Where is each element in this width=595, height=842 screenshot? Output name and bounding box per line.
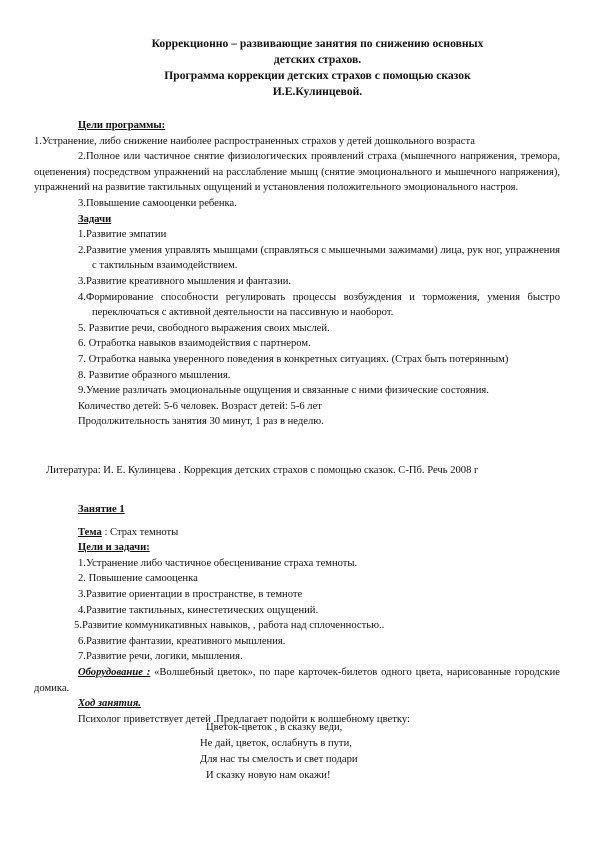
poem-line-4: И сказку новую нам окажи! xyxy=(206,770,331,781)
equipment-text: «Волшебный цветок», по паре карточек-билетов одного цвета, нарисованные городские домика. xyxy=(34,666,560,694)
task-6: 6. Отработка навыков взаимодействия с партнером. xyxy=(78,338,311,350)
task-2: 2.Развитие умения управлять мышцами (справляться с мышечными зажимами) лица, рук ног, упражнения с тактильным взаимодействием. xyxy=(78,244,560,272)
lesson-heading: Занятие 1 xyxy=(78,504,125,515)
course-heading: Ход занятия. xyxy=(78,698,141,710)
goal-3: 3.Повышение самооценки ребенка. xyxy=(78,197,237,209)
goal-1: 1.Устранение, либо снижение наиболее распространенных страхов у детей дошкольного возраста xyxy=(34,135,475,147)
document-title xyxy=(60,36,575,100)
goals-heading: Цели программы: xyxy=(78,120,166,131)
task-1: 1.Развитие эмпатии xyxy=(78,229,167,241)
lesson-duration: Продолжительность занятия 30 минут, 1 раз в неделю. xyxy=(78,416,324,428)
task-8: 8. Развитие образного мышления. xyxy=(78,369,231,381)
lesson-item-2: 2. Повышение самооценка xyxy=(78,573,198,585)
program-section xyxy=(34,118,560,430)
task-7: 7. Отработка навыка уверенного поведения в конкретных ситуациях. (Страх быть потерянным) xyxy=(78,353,509,365)
poem-line-3: Для нас ты смелость и свет подари xyxy=(200,754,358,765)
lesson-section xyxy=(34,502,560,727)
lesson-item-6: 6.Развитие фантазии, креативного мышления. xyxy=(78,635,286,647)
literature-text: Литература: И. Е. Кулинцева . Коррекция детских страхов с помощью сказок. С-Пб. Речь 2008 г xyxy=(46,465,479,476)
lesson-item-4: 4.Развитие тактильных, кинестетических ощущений. xyxy=(78,604,319,616)
poem-line-1: Цветок-цветок , в сказку веди, xyxy=(206,722,343,733)
literature-line xyxy=(34,463,560,479)
lesson-goals-heading: Цели и задачи: xyxy=(78,542,150,554)
lesson-item-7: 7.Развитие речи, логики, мышления. xyxy=(78,651,243,663)
title-line-4: И.Е.Кулинцевой. xyxy=(272,85,363,98)
lesson-item-5: 5.Развитие коммуникативных навыков, , работа над сплоченностью.. xyxy=(74,620,385,632)
children-count: Количество детей: 5-6 человек. Возраст детей: 5-6 лет xyxy=(78,400,322,412)
tasks-heading: Задачи xyxy=(78,213,112,225)
lesson-item-1: 1.Устранение либо частичное обесценивание страха темноты. xyxy=(78,557,358,569)
equipment-label: Оборудование : xyxy=(78,666,151,678)
goal-2: 2.Полное или частичное снятие физиологических проявлений страха (мышечного напряжения, тремора, оцепенения) посредством упражнений на расслабление мышц (снятие эмоционального и мышечного напряжения), упражнений на развитие тактильных ощущений и установления положительного эмоционального настроя. xyxy=(34,151,560,194)
title-line-2: детских страхов. xyxy=(273,53,362,66)
theme-value: : Страх темноты xyxy=(101,526,179,538)
lesson-item-3: 3.Развитие ориентации в пространстве, в темноте xyxy=(78,588,303,600)
task-3: 3.Развитие креативного мышления и фантазии. xyxy=(78,275,292,287)
task-4: 4.Формирование способности регулировать процессы возбуждения и торможения, умения быстро переключаться с активной деятельности на пассивную и наоборот. xyxy=(78,291,560,319)
poem-line-2: Не дай, цветок, ослабнуть в пути, xyxy=(200,738,352,749)
intro-text: Психолог приветствует детей .Предлагает подойти к волшебному цветку: xyxy=(78,713,410,725)
title-line-3: Программа коррекции детских страхов с помощью сказок xyxy=(164,69,471,82)
task-5: 5. Развитие речи, свободного выражения своих мыслей. xyxy=(78,322,330,334)
task-9: 9.Умение различать эмоциональные ощущения и связанные с ними физические состояния. xyxy=(78,385,489,397)
title-line-1: Коррекционно – развивающие занятия по снижению основных xyxy=(151,37,484,50)
theme-label: Тема xyxy=(78,526,102,538)
